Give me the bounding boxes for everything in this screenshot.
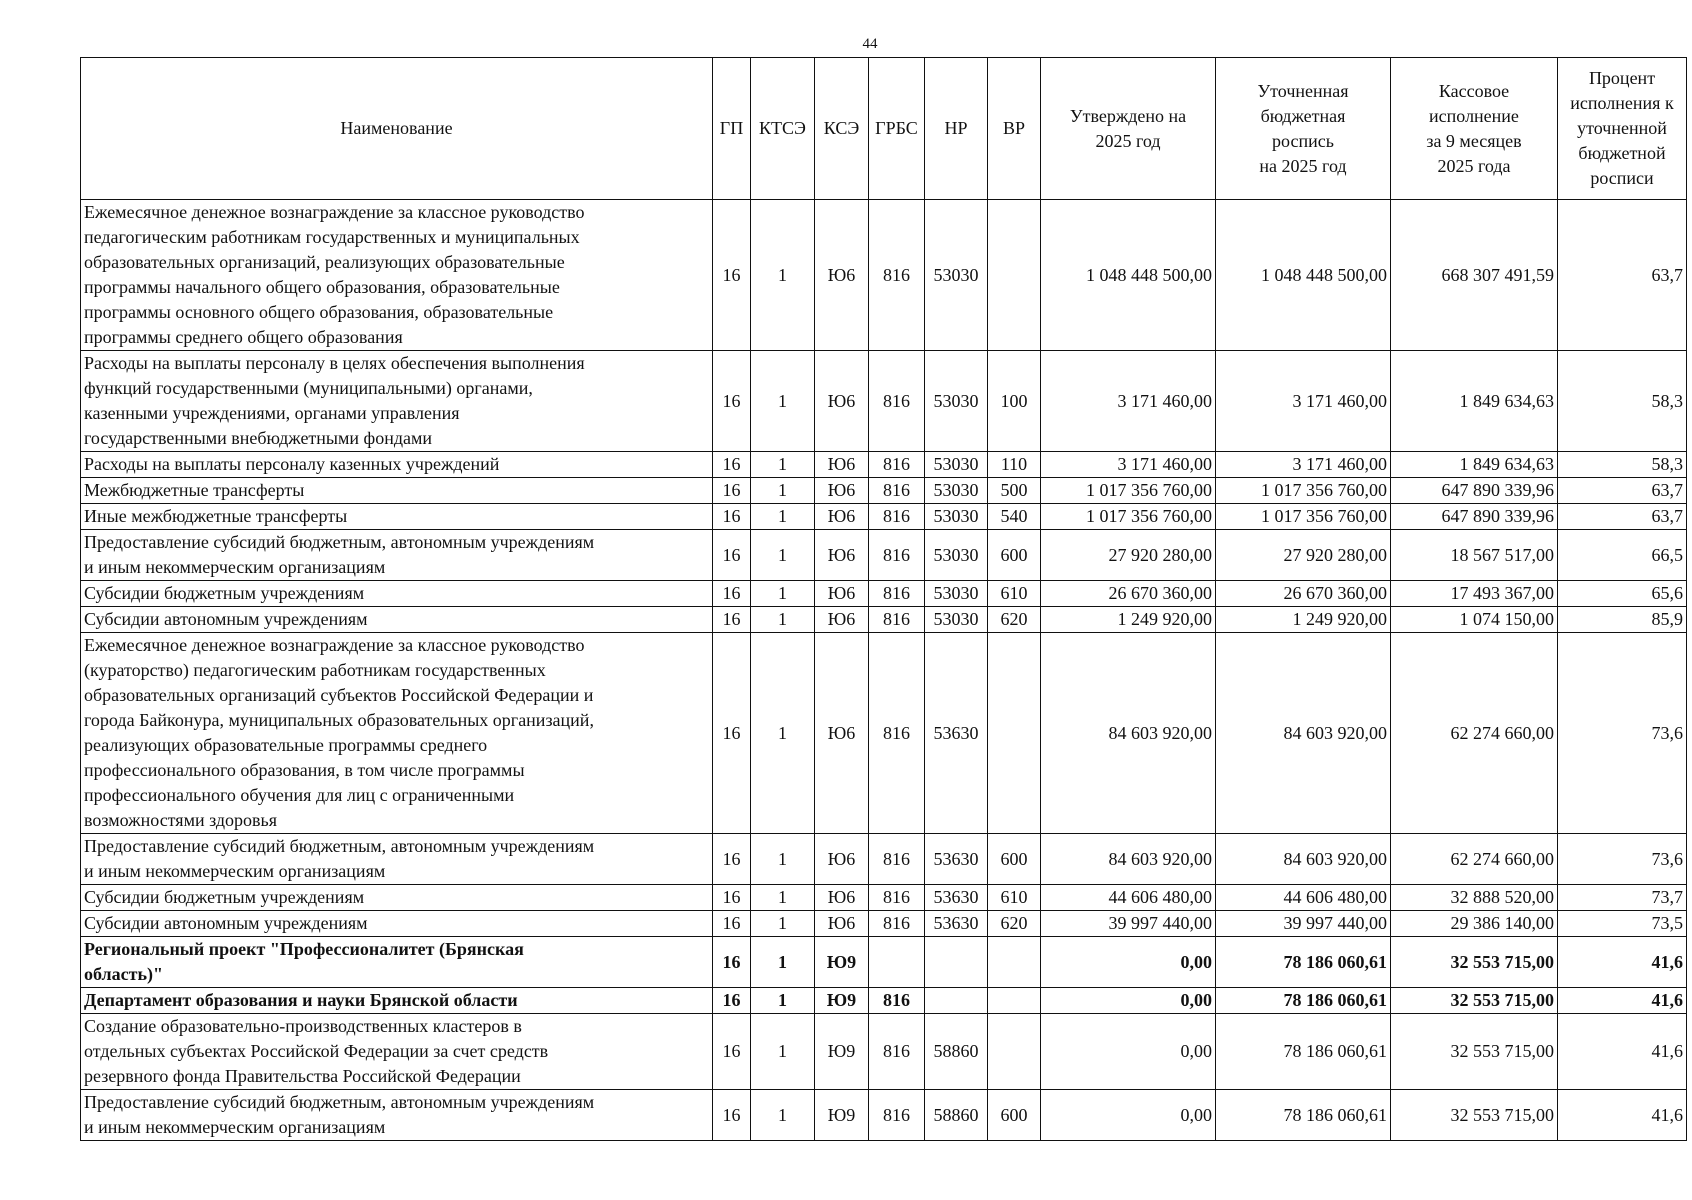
cell-gp: 16 <box>713 200 751 351</box>
cell-kse: Ю6 <box>815 834 869 885</box>
table-row <box>81 351 1687 452</box>
cell-cash: 62 274 660,00 <box>1391 834 1558 885</box>
cell-kse: Ю6 <box>815 885 869 911</box>
cell-ktse: 1 <box>751 452 815 478</box>
header-kse: КСЭ <box>815 58 869 200</box>
cell-ktse: 1 <box>751 351 815 452</box>
cell-approved: 84 603 920,00 <box>1041 633 1216 834</box>
cell-nr: 53030 <box>925 351 988 452</box>
cell-approved: 0,00 <box>1041 1014 1216 1090</box>
cell-percent: 63,7 <box>1558 200 1687 351</box>
cell-kse: Ю6 <box>815 530 869 581</box>
cell-ktse: 1 <box>751 1090 815 1141</box>
cell-cash: 32 888 520,00 <box>1391 885 1558 911</box>
cell-refined: 27 920 280,00 <box>1216 530 1391 581</box>
cell-grbs: 816 <box>869 452 925 478</box>
cell-gp: 16 <box>713 351 751 452</box>
cell-ktse: 1 <box>751 530 815 581</box>
cell-ktse: 1 <box>751 988 815 1014</box>
cell-vr: 500 <box>988 478 1041 504</box>
cell-nr: 53030 <box>925 504 988 530</box>
cell-approved: 0,00 <box>1041 937 1216 988</box>
cell-name: Департамент образования и науки Брянской области <box>81 988 713 1014</box>
cell-grbs <box>869 937 925 988</box>
cell-kse: Ю6 <box>815 607 869 633</box>
cell-cash: 62 274 660,00 <box>1391 633 1558 834</box>
cell-grbs: 816 <box>869 351 925 452</box>
cell-vr <box>988 937 1041 988</box>
cell-kse: Ю9 <box>815 1014 869 1090</box>
cell-name: Расходы на выплаты персоналу в целях обеспечения выполнения функций государственными (муниципальными) органами, казенными учреждениями, органами управления государственными внебюджетными фондами <box>81 351 713 452</box>
table-row <box>81 504 1687 530</box>
cell-approved: 39 997 440,00 <box>1041 911 1216 937</box>
cell-grbs: 816 <box>869 200 925 351</box>
cell-nr: 53630 <box>925 633 988 834</box>
cell-percent: 63,7 <box>1558 504 1687 530</box>
cell-percent: 65,6 <box>1558 581 1687 607</box>
table-row <box>81 937 1687 988</box>
cell-refined: 3 171 460,00 <box>1216 351 1391 452</box>
header-refined: Уточненная бюджетная роспись на 2025 год <box>1216 58 1391 200</box>
cell-name: Субсидии бюджетным учреждениям <box>81 885 713 911</box>
cell-approved: 44 606 480,00 <box>1041 885 1216 911</box>
table-row <box>81 988 1687 1014</box>
cell-ktse: 1 <box>751 478 815 504</box>
cell-grbs: 816 <box>869 607 925 633</box>
cell-vr <box>988 200 1041 351</box>
cell-nr: 58860 <box>925 1014 988 1090</box>
cell-ktse: 1 <box>751 581 815 607</box>
header-gp: ГП <box>713 58 751 200</box>
cell-refined: 44 606 480,00 <box>1216 885 1391 911</box>
cell-nr <box>925 937 988 988</box>
cell-refined: 78 186 060,61 <box>1216 1090 1391 1141</box>
header-percent: Процент исполнения к уточненной бюджетной росписи <box>1558 58 1687 200</box>
cell-nr: 53630 <box>925 885 988 911</box>
cell-gp: 16 <box>713 911 751 937</box>
table-row <box>81 452 1687 478</box>
header-nr: НР <box>925 58 988 200</box>
cell-name: Ежемесячное денежное вознаграждение за классное руководство (кураторство) педагогическим работникам государственных образовательных организаций субъектов Российской Федерации и города Байконура, муниципальных образовательных организаций, реализующих образовательные программы среднего профессионального образования, в том числе программы профессионального обучения для лиц с ограниченными возможностями здоровья <box>81 633 713 834</box>
cell-cash: 17 493 367,00 <box>1391 581 1558 607</box>
cell-refined: 1 249 920,00 <box>1216 607 1391 633</box>
cell-percent: 63,7 <box>1558 478 1687 504</box>
cell-gp: 16 <box>713 834 751 885</box>
header-name: Наименование <box>81 58 713 200</box>
cell-percent: 85,9 <box>1558 607 1687 633</box>
cell-vr: 600 <box>988 1090 1041 1141</box>
cell-nr: 53030 <box>925 607 988 633</box>
budget-table <box>80 57 1687 1141</box>
cell-grbs: 816 <box>869 581 925 607</box>
cell-cash: 32 553 715,00 <box>1391 1014 1558 1090</box>
cell-ktse: 1 <box>751 200 815 351</box>
cell-kse: Ю6 <box>815 200 869 351</box>
cell-nr: 53630 <box>925 834 988 885</box>
cell-cash: 1 849 634,63 <box>1391 452 1558 478</box>
cell-grbs: 816 <box>869 633 925 834</box>
header-approved: Утверждено на 2025 год <box>1041 58 1216 200</box>
cell-kse: Ю6 <box>815 633 869 834</box>
cell-nr <box>925 988 988 1014</box>
cell-vr: 110 <box>988 452 1041 478</box>
cell-vr: 620 <box>988 911 1041 937</box>
cell-approved: 1 017 356 760,00 <box>1041 504 1216 530</box>
cell-name: Региональный проект "Профессионалитет (Брянская область)" <box>81 937 713 988</box>
cell-kse: Ю6 <box>815 581 869 607</box>
cell-gp: 16 <box>713 530 751 581</box>
cell-percent: 41,6 <box>1558 1090 1687 1141</box>
cell-cash: 647 890 339,96 <box>1391 504 1558 530</box>
cell-refined: 1 017 356 760,00 <box>1216 478 1391 504</box>
cell-vr: 600 <box>988 834 1041 885</box>
cell-refined: 39 997 440,00 <box>1216 911 1391 937</box>
table-row <box>81 530 1687 581</box>
cell-approved: 3 171 460,00 <box>1041 351 1216 452</box>
table-row <box>81 834 1687 885</box>
cell-name: Межбюджетные трансферты <box>81 478 713 504</box>
cell-grbs: 816 <box>869 834 925 885</box>
cell-name: Предоставление субсидий бюджетным, автономным учреждениям и иным некоммерческим организациям <box>81 530 713 581</box>
cell-gp: 16 <box>713 1090 751 1141</box>
cell-gp: 16 <box>713 504 751 530</box>
cell-gp: 16 <box>713 607 751 633</box>
cell-gp: 16 <box>713 452 751 478</box>
cell-vr: 620 <box>988 607 1041 633</box>
cell-name: Субсидии автономным учреждениям <box>81 911 713 937</box>
table-row <box>81 607 1687 633</box>
cell-gp: 16 <box>713 885 751 911</box>
cell-ktse: 1 <box>751 504 815 530</box>
cell-ktse: 1 <box>751 1014 815 1090</box>
cell-ktse: 1 <box>751 607 815 633</box>
header-vr: ВР <box>988 58 1041 200</box>
cell-grbs: 816 <box>869 504 925 530</box>
cell-gp: 16 <box>713 633 751 834</box>
table-row <box>81 633 1687 834</box>
cell-kse: Ю9 <box>815 937 869 988</box>
cell-name: Предоставление субсидий бюджетным, автономным учреждениям и иным некоммерческим организациям <box>81 834 713 885</box>
cell-percent: 41,6 <box>1558 937 1687 988</box>
cell-kse: Ю6 <box>815 911 869 937</box>
cell-name: Субсидии автономным учреждениям <box>81 607 713 633</box>
cell-vr: 600 <box>988 530 1041 581</box>
cell-percent: 41,6 <box>1558 1014 1687 1090</box>
cell-name: Иные межбюджетные трансферты <box>81 504 713 530</box>
cell-percent: 58,3 <box>1558 452 1687 478</box>
table-row <box>81 1014 1687 1090</box>
cell-cash: 647 890 339,96 <box>1391 478 1558 504</box>
cell-ktse: 1 <box>751 937 815 988</box>
table-header <box>81 58 1687 200</box>
cell-approved: 3 171 460,00 <box>1041 452 1216 478</box>
cell-gp: 16 <box>713 1014 751 1090</box>
table-row <box>81 200 1687 351</box>
cell-refined: 84 603 920,00 <box>1216 633 1391 834</box>
cell-cash: 668 307 491,59 <box>1391 200 1558 351</box>
cell-vr: 610 <box>988 885 1041 911</box>
cell-cash: 32 553 715,00 <box>1391 937 1558 988</box>
cell-cash: 1 074 150,00 <box>1391 607 1558 633</box>
header-ktse: КТСЭ <box>751 58 815 200</box>
cell-grbs: 816 <box>869 1014 925 1090</box>
cell-nr: 53030 <box>925 452 988 478</box>
cell-nr: 58860 <box>925 1090 988 1141</box>
cell-percent: 66,5 <box>1558 530 1687 581</box>
cell-kse: Ю9 <box>815 988 869 1014</box>
header-cash: Кассовое исполнение за 9 месяцев 2025 года <box>1391 58 1558 200</box>
cell-vr: 540 <box>988 504 1041 530</box>
cell-ktse: 1 <box>751 834 815 885</box>
table-row <box>81 885 1687 911</box>
cell-grbs: 816 <box>869 530 925 581</box>
cell-name: Расходы на выплаты персоналу казенных учреждений <box>81 452 713 478</box>
cell-name: Субсидии бюджетным учреждениям <box>81 581 713 607</box>
cell-gp: 16 <box>713 937 751 988</box>
cell-gp: 16 <box>713 988 751 1014</box>
cell-approved: 1 048 448 500,00 <box>1041 200 1216 351</box>
cell-ktse: 1 <box>751 885 815 911</box>
cell-approved: 0,00 <box>1041 988 1216 1014</box>
cell-refined: 78 186 060,61 <box>1216 1014 1391 1090</box>
header-grbs: ГРБС <box>869 58 925 200</box>
cell-percent: 73,6 <box>1558 834 1687 885</box>
cell-kse: Ю9 <box>815 1090 869 1141</box>
cell-refined: 84 603 920,00 <box>1216 834 1391 885</box>
cell-kse: Ю6 <box>815 452 869 478</box>
cell-vr <box>988 1014 1041 1090</box>
cell-cash: 18 567 517,00 <box>1391 530 1558 581</box>
cell-name: Предоставление субсидий бюджетным, автономным учреждениям и иным некоммерческим организациям <box>81 1090 713 1141</box>
cell-name: Ежемесячное денежное вознаграждение за классное руководство педагогическим работникам государственных и муниципальных образовательных организаций, реализующих образовательные программы начального общего образования, образовательные программы основного общего образования, образовательные программы среднего общего образования <box>81 200 713 351</box>
cell-gp: 16 <box>713 478 751 504</box>
cell-percent: 41,6 <box>1558 988 1687 1014</box>
cell-approved: 1 017 356 760,00 <box>1041 478 1216 504</box>
cell-percent: 73,7 <box>1558 885 1687 911</box>
table-body <box>81 200 1687 1141</box>
cell-nr: 53630 <box>925 911 988 937</box>
page-number: 44 <box>862 36 878 52</box>
cell-cash: 32 553 715,00 <box>1391 988 1558 1014</box>
cell-vr <box>988 988 1041 1014</box>
cell-approved: 27 920 280,00 <box>1041 530 1216 581</box>
cell-vr: 610 <box>988 581 1041 607</box>
cell-approved: 1 249 920,00 <box>1041 607 1216 633</box>
cell-refined: 78 186 060,61 <box>1216 937 1391 988</box>
cell-kse: Ю6 <box>815 478 869 504</box>
cell-grbs: 816 <box>869 885 925 911</box>
cell-refined: 1 017 356 760,00 <box>1216 504 1391 530</box>
cell-vr <box>988 633 1041 834</box>
table-row <box>81 478 1687 504</box>
cell-grbs: 816 <box>869 988 925 1014</box>
cell-cash: 32 553 715,00 <box>1391 1090 1558 1141</box>
cell-approved: 26 670 360,00 <box>1041 581 1216 607</box>
cell-refined: 78 186 060,61 <box>1216 988 1391 1014</box>
cell-kse: Ю6 <box>815 351 869 452</box>
cell-refined: 1 048 448 500,00 <box>1216 200 1391 351</box>
cell-nr: 53030 <box>925 200 988 351</box>
cell-approved: 84 603 920,00 <box>1041 834 1216 885</box>
cell-nr: 53030 <box>925 478 988 504</box>
cell-grbs: 816 <box>869 911 925 937</box>
cell-kse: Ю6 <box>815 504 869 530</box>
table-row <box>81 911 1687 937</box>
cell-ktse: 1 <box>751 633 815 834</box>
cell-ktse: 1 <box>751 911 815 937</box>
cell-nr: 53030 <box>925 581 988 607</box>
cell-percent: 73,6 <box>1558 633 1687 834</box>
cell-name: Создание образовательно-производственных кластеров в отдельных субъектах Российской Федерации за счет средств резервного фонда Правительства Российской Федерации <box>81 1014 713 1090</box>
cell-refined: 26 670 360,00 <box>1216 581 1391 607</box>
cell-approved: 0,00 <box>1041 1090 1216 1141</box>
cell-cash: 1 849 634,63 <box>1391 351 1558 452</box>
cell-refined: 3 171 460,00 <box>1216 452 1391 478</box>
cell-grbs: 816 <box>869 478 925 504</box>
cell-gp: 16 <box>713 581 751 607</box>
cell-percent: 73,5 <box>1558 911 1687 937</box>
cell-cash: 29 386 140,00 <box>1391 911 1558 937</box>
table-row <box>81 581 1687 607</box>
cell-vr: 100 <box>988 351 1041 452</box>
table-row <box>81 1090 1687 1141</box>
cell-grbs: 816 <box>869 1090 925 1141</box>
cell-percent: 58,3 <box>1558 351 1687 452</box>
cell-nr: 53030 <box>925 530 988 581</box>
